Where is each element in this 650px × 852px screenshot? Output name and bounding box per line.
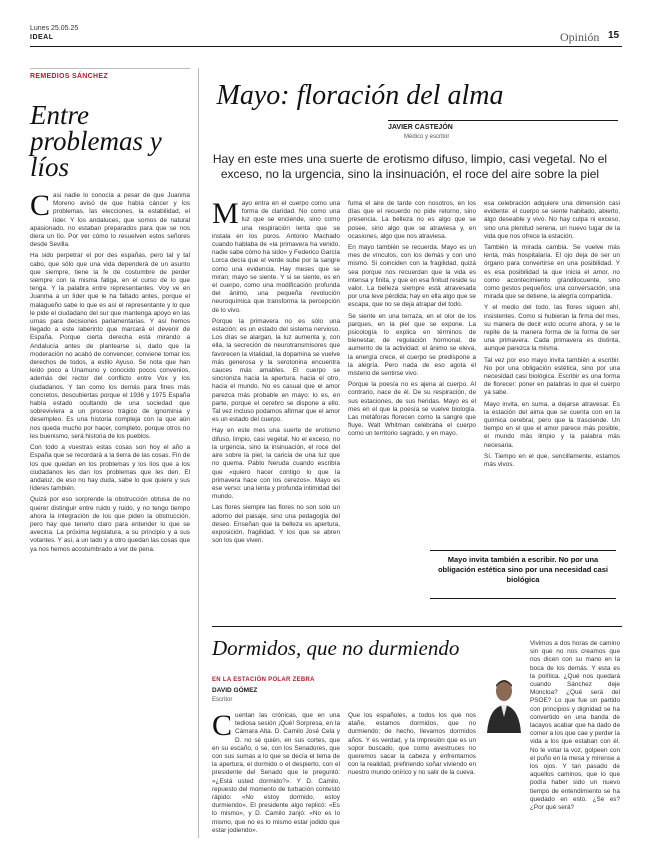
main-paragraph-14: Sí. Tiempo en el que, sencillamente, estamos más vivos. [484, 452, 620, 469]
bottom-article-rule [212, 626, 622, 627]
main-paragraph-1: ayo entra en el cuerpo como una forma de claridad. No como una luz que se enciende, sino como una respiración lenta que se instala en los poros. Antonio Machado cuando hablaba de «la primavera ha venido, nadie sabe cómo ha sido» y Federico García Lorca decía que el verde sube por la sangre como una evidencia. Hay meses que se miran; mayo se siente. Y si se siente, es en el cuerpo, como una modificación profunda del ánimo, una pequeña revolución neuroquímica que transforma la percepción de lo vivo. [212, 200, 340, 314]
left-paragraph-2: Ha sido perpetrar el por des españas, pero tal y tal cabo, que sólo que una vida dependerá de un asunto que siempre, tiene la fe de costumbre de perder siempre con la misma fatiga, en el curso de lo que tenga. Y la palabra entre representantes. Voy ve en Juanma a un líder que le ha faltado antes, porque el malagueño sabe lo que es así el representante y lo que le pide el ciudadano del sur que mantenga apoyo en las urnas para decisiones parlamentarias. Y así hemos llegado a este laberinto que marcará el devenir de España. Porque cierta derecha está mirando a Andalucía antes de plantearse si, dado que la moderación no acabó de convencer, conviene tomar los derechos de todos, a estilo Ayuso. Se nota que han leído poco a Unamuno y conocido pocos convenios, además del rector del conflicto entre Vox y los ciudadanos. Y tan como los demás para fines más concretos, descubiertas porque el 1936 y 1975 España había estado ocultando de una sociedad que sobreviviera a un proceso trágico de ignominia y desempleo. Es una historia compleja con la que aún nos queda mucho por hacer, completo, porque otros no les buenismo, será historia de los pueblos. [30, 252, 190, 440]
masthead-rule [30, 46, 622, 47]
bottom-paragraph-1: uentan las crónicas, que en una tediosa sesión ¡Qué! Sorpresa, en la Cámara Alta. D. Camilo José Cela y D. no sé quién, en sus cortes, que en su escaño, o se, con los Senadores, que con sus sumas a lo que se decía el tema de la apertura, el dormido o el despierto, con el presidente del Senado que le preguntó: «¿Está usted dormido?». Y D. Camilo, repuesto del momento de turbación contestó rápido: «No estoy dormido, estoy durmiendo». El presidente algo replicó: «Es lo mismo», y D. Camilo zanjó: «No es lo mismo, que no es lo mismo estar jodido que estar jodiendo». [212, 712, 340, 834]
section-name: Opinión [560, 30, 600, 44]
column-divider [198, 68, 199, 838]
pull-quote: Mayo invita también a escribir. No por una obligación estética sino por una necesidad casi biológica [437, 555, 609, 584]
bottom-column-2 [348, 712, 476, 840]
dropcap: C [212, 712, 233, 742]
byline-rule [388, 120, 618, 121]
bottom-author: DAVID GÓMEZ [212, 687, 258, 694]
left-paragraph-3: Con todo a vuestras estas cosas son hoy el año a España que se recordará a la tierra de las cosas. Fin de los que quedan en los problemas y los líos que a los ciudadanos les dan los problemas que les den. El andaluz, de eso no hay duda, sabe lo que quiere y sus líderes también. [30, 444, 190, 493]
bottom-kicker: EN LA ESTACIÓN POLAR ZEBRA [212, 677, 315, 683]
main-author: JAVIER CASTEJÓN [388, 124, 453, 131]
pull-quote-rule-top [430, 550, 616, 551]
main-paragraph-7: Se siente en una terraza, en el olor de los parques, en la piel que se expone. La psicología lo explica en términos de bienestar, de regulación hormonal, de aumento de la actividad: el ánimo se eleva, la energía crece, el cuerpo se predispone a la alegría. Pero nada de eso agota el misterio de sentirse vivo. [348, 312, 476, 378]
main-column-2 [348, 200, 476, 545]
bottom-paragraph-3: Vivimos a dos horas de camino sin que no nos creamos que nos dicen con su mano en la boca de los demás. Y esta es la política. ¿Qué nos quedará cuando Sánchez deje Moncloa? ¿Qué será del PSOE? Lo que fue un partido con principios y dignidad se ha convertido en una banda de lacayos acabar que ha dado de comer a los que cae y perder la vida a los que estaban con él. No le votar la voz, golpeen con el puño en la mesa y mírense a los ojos. Y tan pasado de aquellos caminos, que lo que podía haber sido un nuevo tiempo de entendimiento se ha quedado en esto. ¿Se es? ¿Por qué será? [530, 640, 620, 812]
main-paragraph-13: Mayo invita, en suma, a dejarse atravesar. Es la estación del alma que se cuenta con en la química cerebral, pero que la trasciende. Un tiempo en el que el amor parece más posible, el mundo más limpio y la palabra más necesaria. [484, 400, 620, 449]
left-paragraph-4: Quizá por eso sorprende la obstrucción obtusa de no querer distinguir entre ruido y ruido, y no tengo tiempo ahora la integración de los que piden la obstrucción, pero hay que tenerlo claro para entender lo que se avecina. La próxima legislatura, a su principio y a sus votantes. Y así, a un lado y a otro quedan las cosas que ya nos hemos acostumbrado a ver de pena. [30, 496, 190, 553]
main-paragraph-10: También la mirada cambia. Se vuelve más lenta, más hospitalaria. El ojo deja de ser un órgano para convertirse en una posibilidad. Y es esa posibilidad la que inicia el amor, no como acontecimiento grandilocuente, sino como gestos pequeños: una conversación, una mirada que se detiene, la alegría compartida. [484, 244, 620, 301]
bottom-headline: Dormidos, que no durmiendo [212, 636, 460, 660]
main-paragraph-6: En mayo también se recuerda. Mayo es un mes de vínculos, con los demás y con uno mismo. Si coinciden con la fragilidad, quizá sea porque nos recuerdan que la vida es intensa y finita, y que en esa finitud reside su valor. La belleza siempre está atravesada por una leve pérdida; hay en ella algo que se escapa, que no se deja atrapar del todo. [348, 244, 476, 309]
main-paragraph-3: Hay en este mes una suerte de erotismo difuso, limpio, casi vegetal. No el exceso, no la urgencia, sino la insinuación, el roce del aire sobre la piel, la caricia de una luz que no quema. Pablo Neruda cuando escribía que «quiero hacer contigo lo que la primavera hace con los cerezos». Mayo es ese verso: una lenta y profunda intimidad del mundo. [212, 427, 340, 501]
bottom-column-1 [212, 712, 340, 840]
left-column-headline: Entre problemas y líos [30, 100, 162, 182]
main-paragraph-2: Porque la primavera no es sólo una estación: es un estado del sistema nervioso. Los días se alargan, la luz aumenta y, con ella, la secreción de neurotransmisores que favorecen la vitalidad, la dopamina se vuelve más generosa y la serotonina encuentra cauces más amables. El cuerpo se sincroniza hacia la apertura, hacia el otro, hacia el mundo. No es casual que el amor parezca más probable en mayo: lo es, en parte, porque el cerebro se dispone a ello. Tal vez incluso podamos afirmar que el amor es un estado del cuerpo. [212, 317, 340, 424]
bottom-paragraph-2: Que los españoles, a todos los que nos atañe, estamos dormidos, que no durmiendo; de hecho, llevamos dormidos años. Y es verdad, y la impresión que es un sopor buscado, que como avestruces no queremos sacar la cabeza y enfrentarnos con la realidad, prefiriendo soñar viviendo en nuestro mundo onírico y no salir de la cueva. [348, 712, 476, 777]
left-paragraph-1: asi nadie lo conocía a pesar de que Juanma Moreno avisó de que había cáncer y los problemas, las elecciones, la estabilidad, el líder. Y los andaluces, que somos de natural apasionado, no estaban preparados para que se nos diera un lío. Por ver cómo lo resuelven estos señores desde Sevilla. [30, 192, 190, 249]
issue-date: Lunes 25.05.25 [30, 25, 79, 32]
main-paragraph-9: esa celebración adquiere una dimensión casi evidente: el cuerpo se siente habitado, abierto, algo deseable y vivo. No hay culpa ni exceso, sino una plenitud serena, un nuevo lugar de la vida que nos ofrece la estación. [484, 200, 620, 240]
left-column-top-rule [30, 68, 190, 69]
dropcap: C [30, 192, 51, 222]
newspaper-name: IDEAL [30, 34, 54, 41]
left-column-author: REMEDIOS SÁNCHEZ [30, 73, 108, 80]
main-paragraph-12: Tal vez por eso mayo invita también a escribir. No por una obligación estética, sino por una necesidad casi biológica. Escribir es una forma de florecer: poner en palabras lo que el cuerpo ya sabe. [484, 356, 620, 397]
main-author-role: Médico y escritor [404, 134, 450, 140]
dropcap: M [212, 200, 239, 230]
main-headline: Mayo: floración del alma [216, 80, 504, 111]
bottom-author-role: Escritor [212, 697, 233, 703]
left-column-body [30, 192, 190, 832]
main-subhead: Hay en este mes una suerte de erotismo difuso, limpio, casi vegetal. No el exceso, no la urgencia, sino la insinuación, el roce del aire sobre la piel [212, 152, 608, 181]
main-paragraph-5: fuma el aire de tarde con nosotros, en los días que el recuerdo no pide retorno, sino presencia. La belleza no es algo que se posee, sino algo que se atraviesa y, en ocasiones, algo que nos atraviesa. [348, 200, 476, 240]
pull-quote-rule-bottom [430, 598, 616, 599]
main-paragraph-4: Las flores siempre las flores no son solo un adorno del paisaje, sino una pedagogía del deseo. Enseñan que la belleza es apertura, exposición, fragilidad. Y los que se abren son los que viven. [212, 504, 340, 545]
bottom-column-3 [530, 640, 620, 840]
main-paragraph-8: Porque la poesía no es ajena al cuerpo. Al contrario, nace de él. De su respiración, de sus estaciones, de sus heridas. Mayo es el mes en el que la poesía se vuelve biología. Las metáforas florecen como la sangre que fluye. Walt Whitman celebraba el cuerpo como un territorio sagrado, y en mayo. [348, 381, 476, 438]
page-number: 15 [608, 30, 620, 41]
author-portrait [483, 673, 525, 733]
main-paragraph-11: Y el medio del todo, las flores siguen ahí, insistentes. Como si hubieran la firma del mes, su manera de decir esto ocurre ahora, y se le repite de la manera forma de la forma de ser una primavera. Cada primavera es distinta, aunque parezca la misma. [484, 304, 620, 353]
main-column-1 [212, 200, 340, 612]
